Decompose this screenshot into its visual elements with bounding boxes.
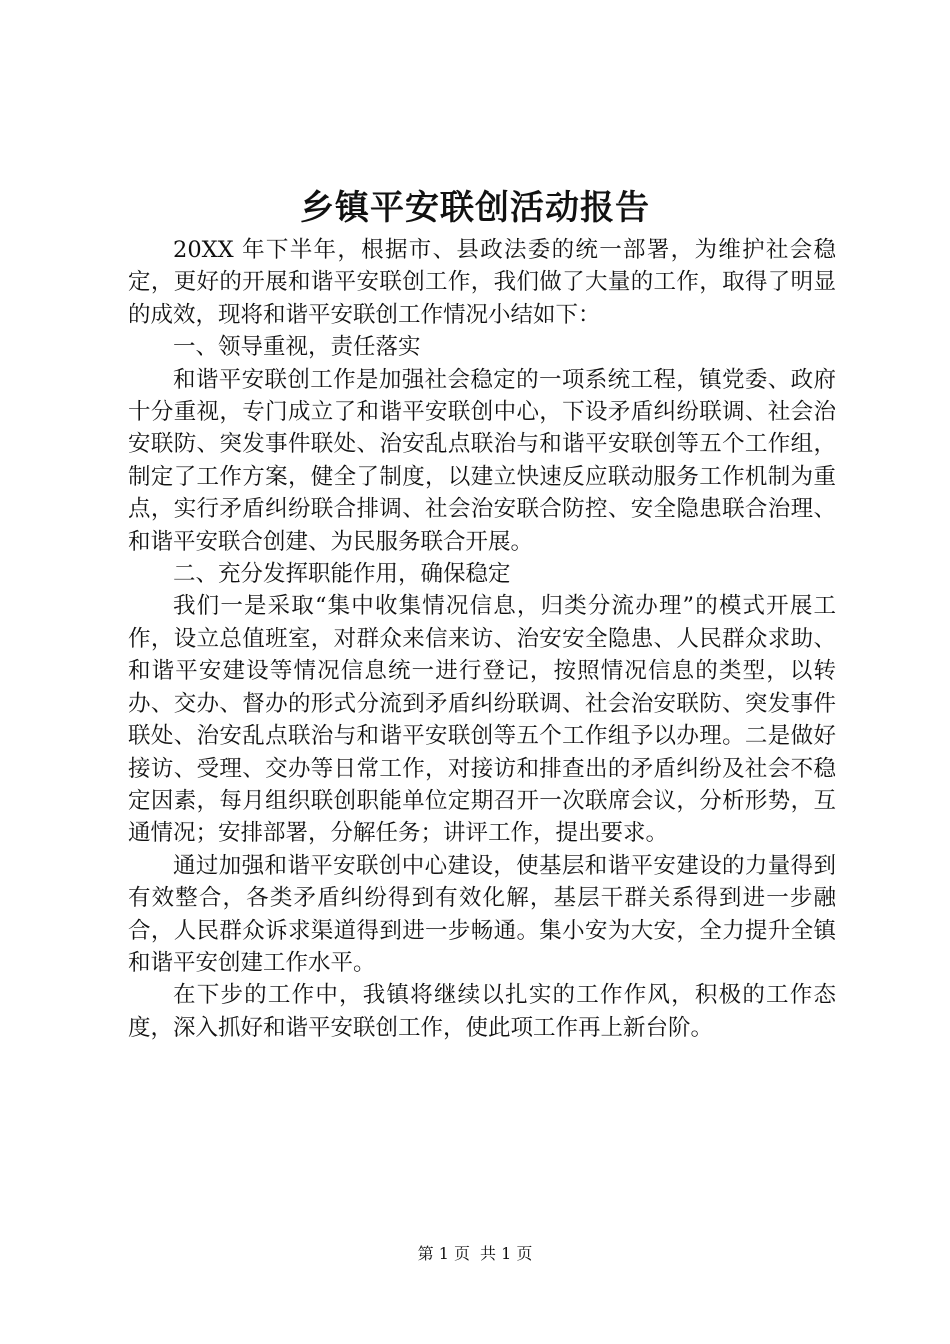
page-number: 第 1 页 [417,1244,470,1263]
paragraph-section-1: 和谐平安联创工作是加强社会稳定的一项系统工程，镇党委、政府十分重视，专门成立了和谐平安联创中心，下设矛盾纠纷联调、社会治安联防、突发事件联处、治安乱点联治与和谐平安联创等五个工作组，制定了工作方案，健全了制度，以建立快速反应联动服务工作机制为重点，实行矛盾纠纷联合排调、社会治安联合防控、安全隐患联合治理、和谐平安联合创建、为民服务联合开展。 [128,366,836,555]
document-body [128,234,836,1044]
page-footer [0,1243,950,1265]
paragraph-conclusion: 在下步的工作中，我镇将继续以扎实的工作作风，积极的工作态度，深入抓好和谐平安联创工作，使此项工作再上新台阶。 [128,982,836,1041]
paragraph-intro: 20XX 年下半年，根据市、县政法委的统一部署，为维护社会稳定，更好的开展和谐平安联创工作，我们做了大量的工作，取得了明显的成效，现将和谐平安联创工作情况小结如下： [128,237,836,328]
document-title: 乡镇平安联创活动报告 [300,188,650,228]
section-heading-2: 二、充分发挥职能作用，确保稳定 [173,561,511,588]
page-count: 共 1 页 [480,1244,533,1263]
section-heading-1: 一、领导重视，责任落实 [173,334,421,361]
paragraph-results: 通过加强和谐平安联创中心建设，使基层和谐平安建设的力量得到有效整合，各类矛盾纠纷得到有效化解，基层干群关系得到进一步融合，人民群众诉求渠道得到进一步畅通。集小安为大安，全力提升全镇和谐平安创建工作水平。 [128,852,836,976]
paragraph-section-2: 我们一是采取“集中收集情况信息，归类分流办理”的模式开展工作，设立总值班室，对群众来信来访、治安安全隐患、人民群众求助、和谐平安建设等情况信息统一进行登记，按照情况信息的类型，以转办、交办、督办的形式分流到矛盾纠纷联调、社会治安联防、突发事件联处、治安乱点联治与和谐平安联创等五个工作组予以办理。二是做好接访、受理、交办等日常工作，对接访和排查出的矛盾纠纷及社会不稳定因素，每月组织联创职能单位定期召开一次联席会议，分析形势，互通情况；安排部署，分解任务；讲评工作，提出要求。 [128,593,836,847]
